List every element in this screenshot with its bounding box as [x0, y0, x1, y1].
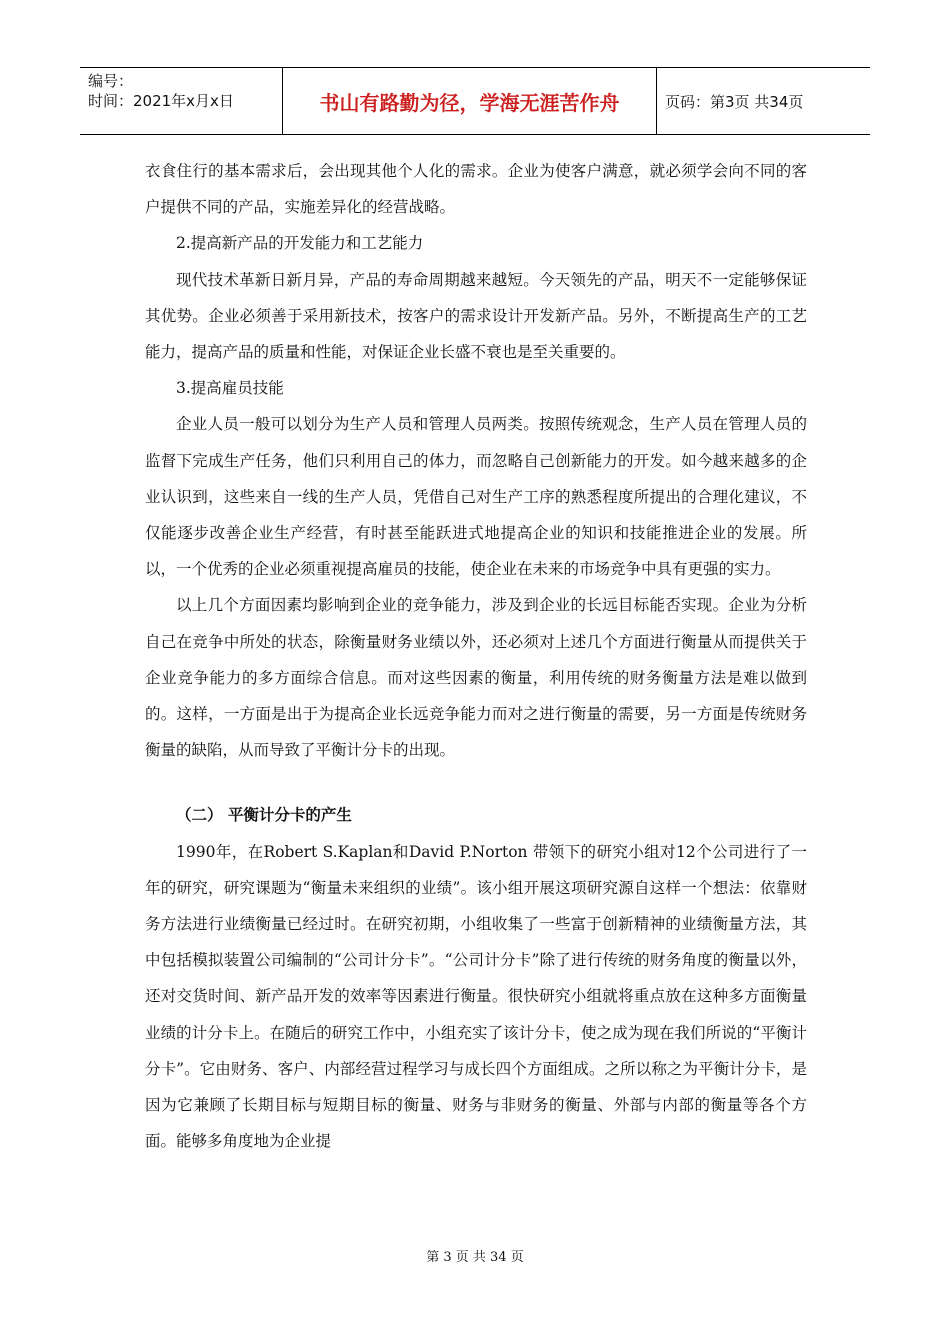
document-body	[145, 153, 807, 1159]
paragraph: 衣食住行的基本需求后，会出现其他个人化的需求。企业为使客户满意，就必须学会向不同的客户提供不同的产品，实施差异化的经营战略。	[145, 162, 807, 217]
subheading: 2.提高新产品的开发能力和工艺能力	[176, 234, 424, 253]
document-header	[80, 67, 870, 135]
paragraph: 现代技术革新日新月异，产品的寿命周期越来越短。今天领先的产品，明天不一定能够保证其优势。企业必须善于采用新技术，按客户的需求设计开发新产品。另外，不断提高生产的工艺能力，提高产品的质量和性能，对保证企业长盛不衰也是至关重要的。	[145, 270, 807, 362]
paragraph: 1990年，在Robert S.Kaplan和David P.Norton 带领下的研究小组对12个公司进行了一年的研究，研究课题为“衡量未来组织的业绩”。该小组开展这项研究源自这样一个想法：依靠财务方法进行业绩衡量已经过时。在研究初期，小组收集了一些富于创新精神的业绩衡量方法，其中包括模拟装置公司编制的“公司计分卡”。“公司计分卡”除了进行传统的财务角度的衡量以外，还对交货时间、新产品开发的效率等因素进行衡量。很快研究小组就将重点放在这种多方面衡量业绩的计分卡上。在随后的研究工作中，小组充实了该计分卡，使之成为现在我们所说的“平衡计分卡”。它由财务、客户、内部经营过程学习与成长四个方面组成。之所以称之为平衡计分卡，是因为它兼顾了长期目标与短期目标的衡量、财务与非财务的衡量、外部与内部的衡量等各个方面。能够多角度地为企业提	[145, 842, 807, 1151]
header-page-info: 页码：第3页 共34页	[665, 92, 804, 111]
header-motto: 书山有路勤为径，学海无涯苦作舟	[283, 68, 657, 134]
section-title: （二） 平衡计分卡的产生	[176, 806, 352, 825]
paragraph: 以上几个方面因素均影响到企业的竞争能力，涉及到企业的长远目标能否实现。企业为分析自己在竞争中所处的状态，除衡量财务业绩以外，还必须对上述几个方面进行衡量从而提供关于企业竞争能力的多方面综合信息。而对这些因素的衡量，利用传统的财务衡量方法是难以做到的。这样，一方面是出于为提高企业长远竞争能力而对之进行衡量的需要，另一方面是传统财务衡量的缺陷，从而导致了平衡计分卡的出现。	[145, 596, 807, 760]
page-footer: 第 3 页 共 34 页	[426, 1250, 524, 1265]
header-left-cell	[80, 68, 283, 134]
doc-number-label: 编号：	[88, 72, 134, 90]
date-label: 时间：2021年x月x日	[88, 92, 234, 110]
subheading: 3.提高雇员技能	[176, 379, 284, 398]
paragraph: 企业人员一般可以划分为生产人员和管理人员两类。按照传统观念，生产人员在管理人员的监督下完成生产任务，他们只利用自己的体力，而忽略自己创新能力的开发。如今越来越多的企业认识到，这些来自一线的生产人员，凭借自己对生产工序的熟悉程度所提出的合理化建议，不仅能逐步改善企业生产经营，有时甚至能跃进式地提高企业的知识和技能推进企业的发展。所以，一个优秀的企业必须重视提高雇员的技能，使企业在未来的市场竞争中具有更强的实力。	[145, 415, 807, 579]
